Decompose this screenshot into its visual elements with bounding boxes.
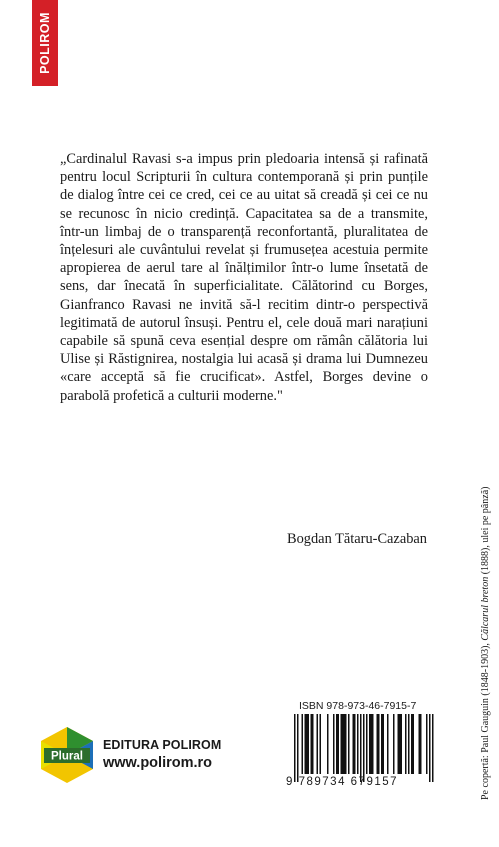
isbn-label: ISBN 978-973-46-7915-7 — [299, 700, 417, 712]
barcode-bar — [408, 714, 410, 774]
barcode-bar — [426, 714, 428, 774]
barcode-bar — [369, 714, 374, 774]
back-cover-blurb: „Cardinalul Ravasi s-a impus prin pledoaria intensă și rafinată pentru locul Scripturii în cultura contemporană și prin punțile de dialog între cei ce cred, cei ce au uitat să creadă și cei ce nu se recunosc în nicio credință. Capacitatea sa de a transmite, într-un limbaj de o transparență reconfortantă, pluralitatea de înțelesuri ale cuvântului revelat și frumusețea acestuia permite apropierea de aerul tare al înălțimilor într-o lume însetată de sens, dar înecată în superficialitate. Călătorind cu Borges, Gianfranco Ravasi ne invită să-l recitim dintr-o perspectivă legitimată de autorul însuși. Pentru el, cele două mari narațiuni capabile să spună ceva esențial despre om rămân călătoria lui Ulise și Răstignirea, nostalgia lui acasă și drama lui Dumnezeu «care acceptă să fie crucificat». Astfel, Borges devine o parabolă profetică a culturii moderne." — [60, 151, 428, 404]
barcode-bar — [366, 714, 368, 774]
credit-suffix: (1888), ulei pe pânză) — [480, 486, 491, 577]
plural-logo-icon — [38, 726, 96, 784]
credit-prefix: Pe copertă: Paul Gauguin (1848-1903), — [480, 640, 491, 800]
barcode-bar — [311, 714, 314, 774]
barcode-bar — [381, 714, 384, 774]
publisher-website[interactable]: www.polirom.ro — [103, 755, 213, 771]
barcode-bar — [377, 714, 380, 774]
plural-logo-text: Plural — [51, 750, 83, 763]
polirom-spine-tab — [32, 0, 58, 86]
barcode-bar — [419, 714, 422, 774]
barcode-bar — [327, 714, 329, 774]
barcode-bar — [348, 714, 350, 774]
barcode-bar — [317, 714, 319, 774]
barcode-bar — [360, 714, 362, 782]
barcode-bar — [398, 714, 403, 774]
barcode-bar — [357, 714, 359, 774]
barcode-bar — [411, 714, 414, 774]
barcode-bar — [336, 714, 339, 774]
credit-title: Călcarul breton — [480, 576, 491, 641]
barcode-bar — [320, 714, 322, 774]
barcode-bar — [387, 714, 389, 774]
barcode-bar — [429, 714, 431, 782]
barcode-bar — [405, 714, 407, 774]
barcode-bar — [302, 714, 304, 774]
barcode-bar — [305, 714, 310, 774]
blurb-attribution: Bogdan Tătaru-Cazaban — [287, 531, 427, 547]
barcode-bar — [297, 714, 299, 782]
barcode-bar — [294, 714, 296, 782]
barcode-bar — [353, 714, 356, 774]
barcode-bar — [363, 714, 365, 782]
barcode-digits: 9 789734 679157 — [286, 776, 399, 788]
publisher-name: EDITURA POLIROM — [103, 738, 222, 752]
barcode-bar — [432, 714, 434, 782]
cover-image-credit — [480, 487, 491, 800]
barcode-bar — [341, 714, 347, 774]
barcode-bar — [333, 714, 335, 774]
polirom-tab-label: POLIROM — [38, 12, 52, 74]
barcode-bar — [393, 714, 395, 774]
